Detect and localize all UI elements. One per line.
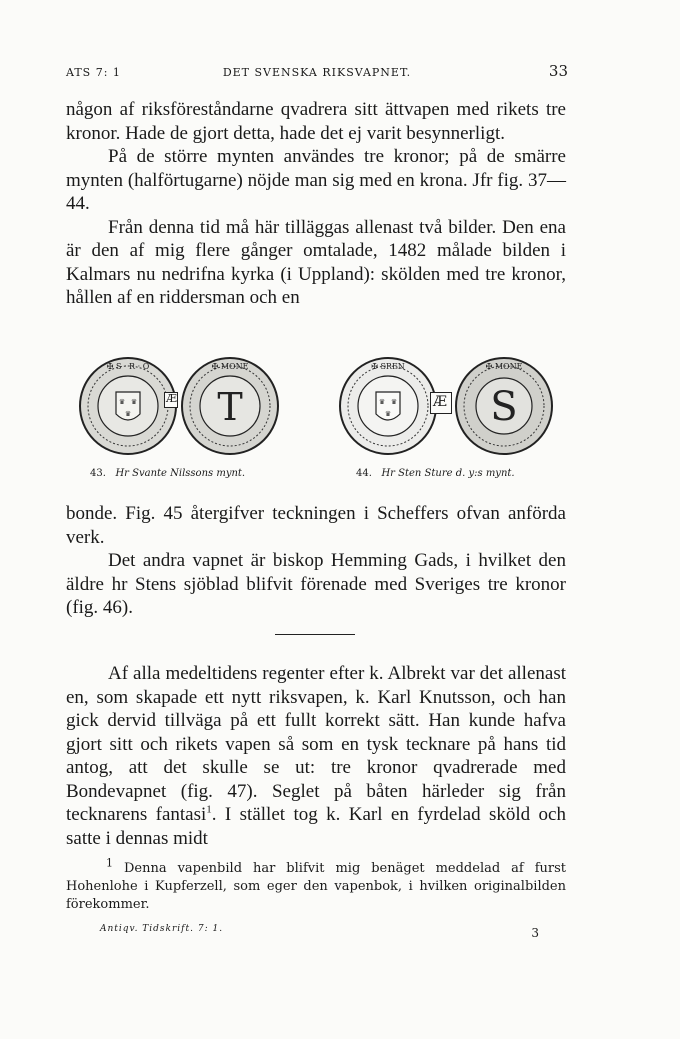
- svg-text:T: T: [217, 385, 243, 429]
- footnote-marker: 1: [106, 856, 113, 870]
- svg-text:♛: ♛: [384, 410, 392, 418]
- svg-text:✠ SREN: ✠ SREN: [371, 362, 405, 371]
- footer-journal: Antiqv. Tidskrift. 7: 1.: [100, 924, 224, 934]
- svg-text:♛: ♛: [124, 410, 132, 418]
- text-block-bottom: [66, 662, 566, 850]
- fig-43-text: Hr Svante Nilssons mynt.: [115, 468, 246, 479]
- fig-44-number: 44.: [356, 468, 372, 479]
- svg-text:♛: ♛: [378, 398, 386, 406]
- svg-text:✠ MONE: ✠ MONE: [211, 362, 249, 371]
- paragraph-2: På de större mynten användes tre kronor; på de smärre mynten (halförtugarne) nöjde man sig med en krona. Jfr fig. 37—44.: [66, 146, 566, 214]
- svg-text:S: S: [490, 384, 518, 430]
- text-block-middle: [66, 502, 566, 620]
- paragraph-6-text: Af alla medeltidens regenter efter k. Albrekt var det allenast en, som skapade ett nytt riksvapen, k. Karl Knutsson, och han gick dervid tillväga på ett fullt korrekt sätt. Han kunde hafva gjort sitt och rikets vapen så som en tysk tecknare på hans tid antog, att det skulle se ut: tre kronor qvadrerade med Bondevapnet (fig. 47). Seglet på båten härleder sig från tecknarens fantasi: [66, 663, 566, 825]
- paragraph-6: [66, 662, 566, 850]
- svg-text:✠ MONE: ✠ MONE: [485, 362, 523, 371]
- coin-44-reverse: [454, 356, 554, 456]
- page-number: 33: [548, 62, 568, 80]
- paragraph-4: bonde. Fig. 45 återgifver teckningen i Scheffers ofvan anförda verk.: [66, 503, 566, 548]
- coin-44-obverse: [338, 356, 438, 456]
- paragraph-6-end: . I stället tog k. Karl en fyrdelad sköld och satte i dennas midt: [66, 804, 566, 849]
- fig-44-mark: Æ: [433, 394, 448, 410]
- coin-43-reverse: [180, 356, 280, 456]
- footnote-text: Denna vapenbild har blifvit mig benäget meddelad af furst Hohenlohe i Kupferzell, som eger den vapenbok, i hvilken originalbilden förekommer.: [66, 861, 566, 912]
- fig-44-caption: [356, 468, 515, 480]
- fig-43-caption: [90, 468, 245, 480]
- text-block-top: [66, 98, 566, 310]
- header-signature: ATS 7: 1: [66, 66, 121, 79]
- svg-text:♛: ♛: [118, 398, 126, 406]
- coin-43-obverse: [78, 356, 178, 456]
- fig-44-text: Hr Sten Sture d. y:s mynt.: [381, 468, 515, 479]
- svg-text:♛: ♛: [130, 398, 138, 406]
- header-title: DET SVENSKA RIKSVAPNET.: [222, 66, 412, 79]
- footer-signature: 3: [531, 926, 540, 940]
- svg-text:♛: ♛: [390, 398, 398, 406]
- paragraph-1: någon af riksföreståndarne qvadrera sitt ättvapen med rikets tre kronor. Hade de gjort detta, hade det ej varit besynnerligt.: [66, 99, 566, 144]
- section-divider: [275, 634, 355, 635]
- svg-text:✠ S · R · O: ✠ S · R · O: [106, 362, 150, 371]
- paragraph-3: Från denna tid må här tilläggas allenast två bilder. Den ena är den af mig flere gånger omtalade, 1482 målade bilden i Kalmars nu nedrifna kyrka (i Uppland): skölden med tre kronor, hållen af en riddersman och en: [66, 216, 566, 308]
- footnote-ref: 1: [206, 803, 212, 816]
- coin-figures: [66, 356, 568, 456]
- page-footer: [100, 924, 540, 940]
- paragraph-5: Det andra vapnet är biskop Hemming Gads, i hvilket den äldre hr Stens sjöblad blifvit förenade med Sveriges tre kronor (fig. 46).: [66, 550, 566, 618]
- fig-43-mark: Æ: [166, 392, 178, 405]
- fig-43-number: 43.: [90, 468, 106, 479]
- footnote: [66, 856, 566, 914]
